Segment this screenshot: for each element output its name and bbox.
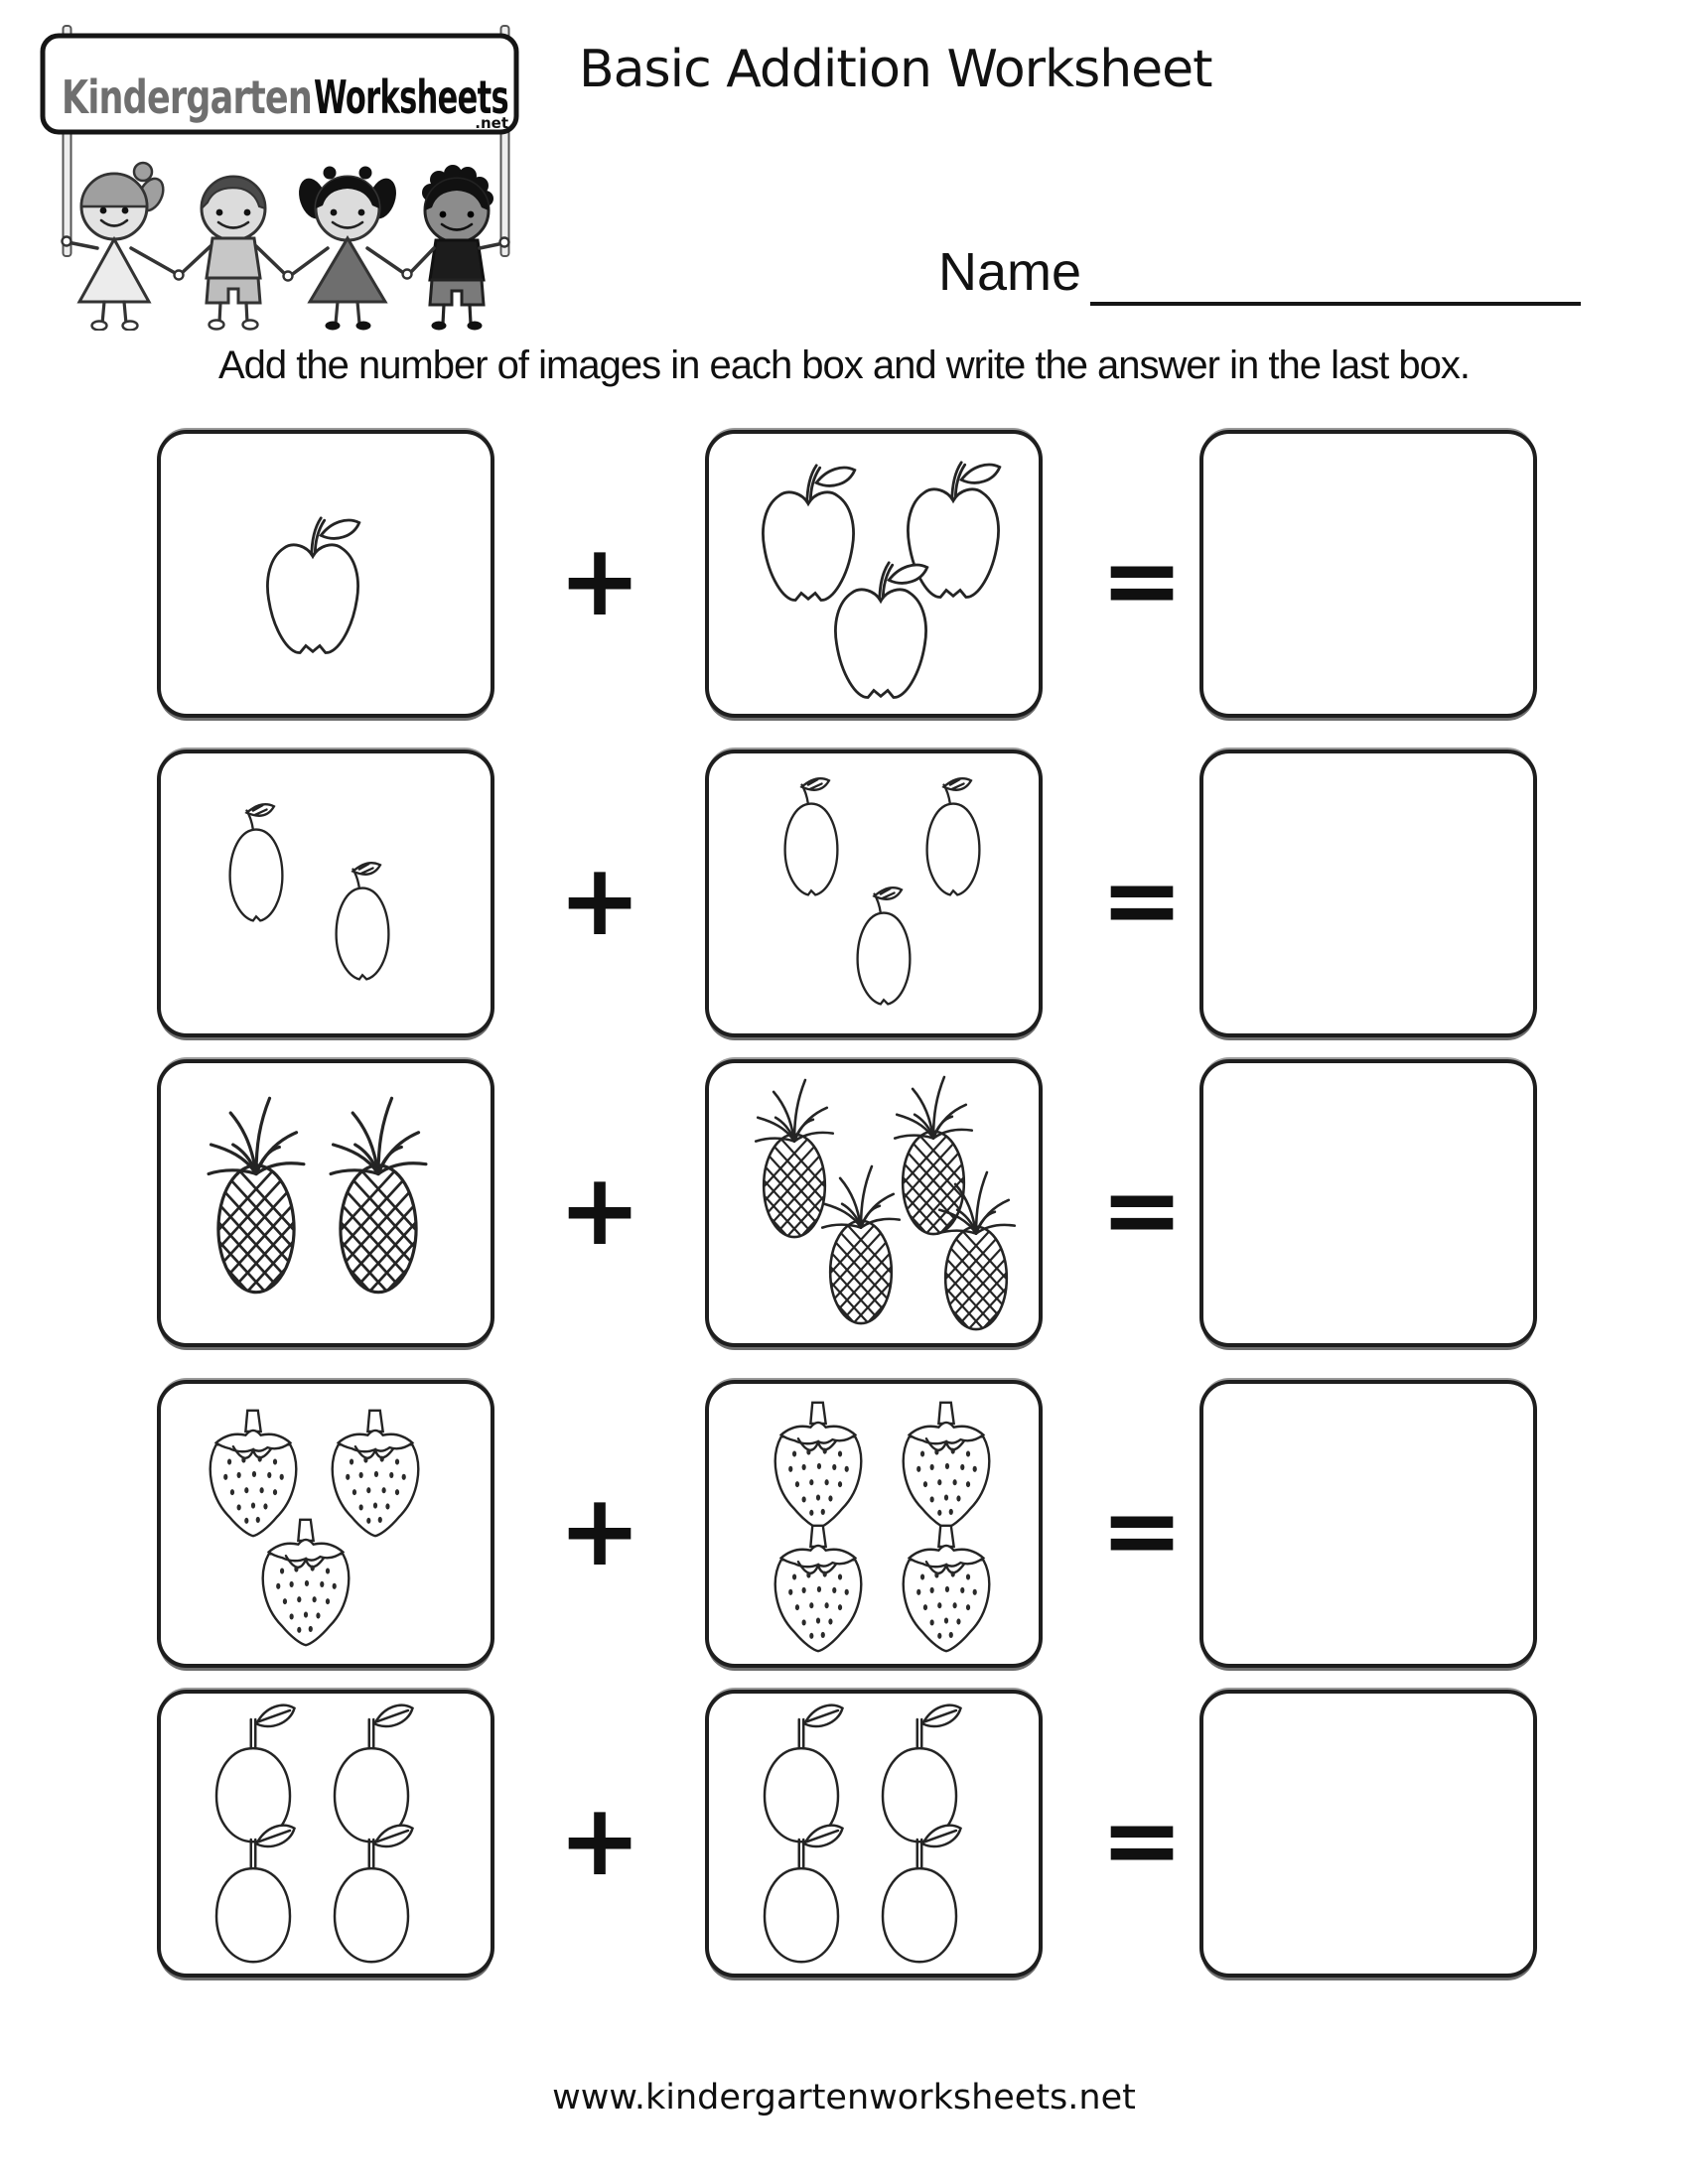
- strawberry-icon: [766, 1399, 871, 1532]
- equals-operator: =: [1100, 1152, 1184, 1268]
- plus-operator: +: [558, 842, 641, 958]
- answer-box[interactable]: [1199, 1380, 1537, 1668]
- answer-box[interactable]: [1199, 430, 1537, 718]
- strawberry-icon: [253, 1516, 358, 1649]
- problem-row-2: [157, 750, 1539, 1037]
- addend-b-box: [705, 1059, 1043, 1347]
- plus-operator: +: [558, 1472, 641, 1588]
- kindergartenworksheets-logo: [30, 18, 546, 331]
- strawberry-icon: [894, 1522, 999, 1655]
- equals-operator: =: [1100, 522, 1184, 638]
- brand-worksheets: Worksheets: [314, 70, 508, 124]
- answer-box[interactable]: [1199, 1690, 1537, 1978]
- problem-row-4: [157, 1380, 1539, 1668]
- pineapple-icon: [196, 1088, 317, 1301]
- addend-a-box: [157, 750, 494, 1037]
- equals-operator: =: [1100, 842, 1184, 958]
- equals-operator: =: [1100, 1782, 1184, 1898]
- strawberry-icon: [894, 1399, 999, 1532]
- footer-url: www.kindergartenworksheets.net: [552, 2078, 1136, 2117]
- plus-operator: +: [558, 1152, 641, 1268]
- equals-operator: =: [1100, 1472, 1184, 1588]
- addend-b-box: [705, 750, 1043, 1037]
- addend-a-box: [157, 1059, 494, 1347]
- apple-icon: [822, 557, 939, 708]
- addend-b-box: [705, 1690, 1043, 1978]
- pineapple-icon: [811, 1159, 910, 1331]
- logo-banner: [43, 36, 516, 132]
- brand-dot-net: .net: [475, 114, 508, 132]
- answer-box[interactable]: [1199, 750, 1537, 1037]
- strawberry-icon: [766, 1522, 871, 1655]
- addend-a-box: [157, 1690, 494, 1978]
- name-write-line[interactable]: [1090, 248, 1581, 306]
- girl-light-icon: [63, 163, 178, 331]
- lemon-icon: [771, 774, 852, 905]
- plus-operator: +: [558, 522, 641, 638]
- pineapple-icon: [926, 1164, 1025, 1337]
- lemon-icon: [322, 859, 403, 990]
- girl-pigtails-icon: [284, 167, 406, 331]
- addend-a-box: [157, 430, 494, 718]
- boy-gray-icon: [175, 177, 287, 330]
- name-label: Name: [938, 242, 1082, 302]
- answer-box[interactable]: [1199, 1059, 1537, 1347]
- page-title: Basic Addition Worksheet: [579, 40, 1212, 99]
- orange-icon: [864, 1822, 975, 1969]
- orange-icon: [746, 1822, 857, 1969]
- brand-kindergarten: Kindergarten: [62, 70, 312, 124]
- apple-icon: [254, 512, 371, 663]
- orange-icon: [198, 1822, 309, 1969]
- lemon-icon: [215, 800, 297, 931]
- addend-a-box: [157, 1380, 494, 1668]
- problem-row-5: [157, 1690, 1539, 1978]
- problem-row-3: [157, 1059, 1539, 1347]
- plus-operator: +: [558, 1782, 641, 1898]
- kids-illustration: [63, 163, 509, 331]
- boy-dark-icon: [403, 165, 509, 331]
- lemon-icon: [913, 774, 994, 905]
- addend-b-box: [705, 1380, 1043, 1668]
- lemon-icon: [843, 884, 924, 1015]
- addend-b-box: [705, 430, 1043, 718]
- orange-icon: [316, 1822, 427, 1969]
- pineapple-icon: [318, 1088, 439, 1301]
- problem-row-1: [157, 430, 1539, 718]
- instruction-text: Add the number of images in each box and write the answer in the last box.: [217, 343, 1471, 387]
